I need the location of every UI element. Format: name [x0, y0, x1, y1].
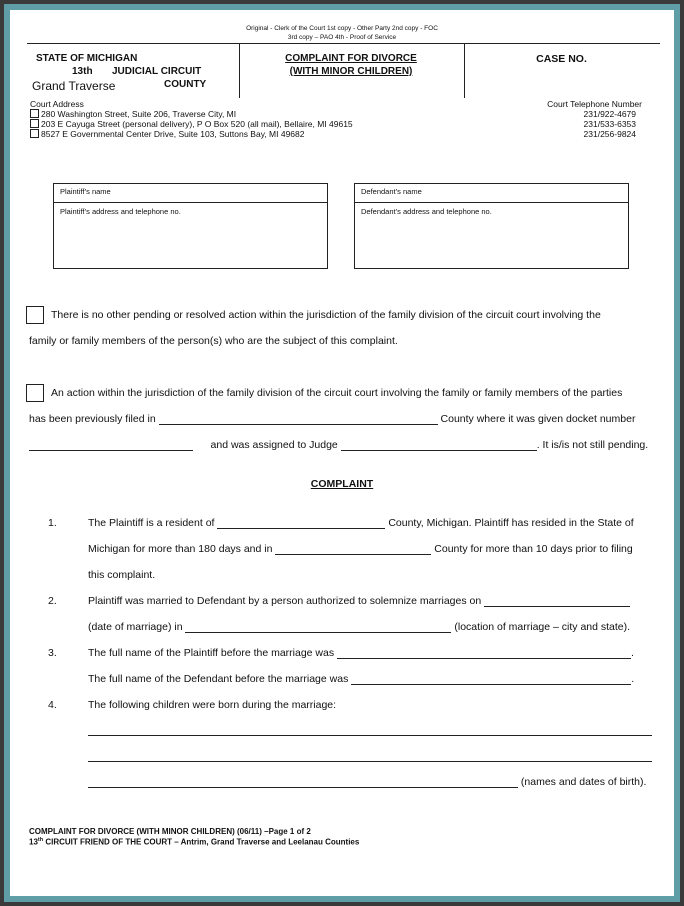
item-2-line-1 — [88, 595, 630, 607]
item-3-number: 3. — [48, 647, 57, 659]
circuit-label: JUDICIAL CIRCUIT — [112, 66, 202, 77]
state-label: STATE OF MICHIGAN — [36, 53, 138, 64]
county-label: COUNTY — [164, 79, 207, 90]
item-1-line-3: this complaint. — [88, 569, 156, 581]
plaintiff-name-label: Plaintiff’s name — [60, 187, 111, 196]
court-address-option-3[interactable] — [30, 129, 305, 139]
copies-line-2: 3rd copy – PAO 4th - Proof of Service — [287, 34, 397, 41]
item-3-line-2: The full name of the Defendant before the marriage was . — [88, 673, 635, 685]
children-line-1[interactable] — [88, 735, 652, 736]
item-1-number: 1. — [48, 517, 57, 529]
court-address-1: 280 Washington Street, Suite 206, Traverse City, MI — [41, 109, 237, 119]
item-3-line-1: The full name of the Plaintiff before the marriage was . — [88, 647, 634, 659]
court-phone-3: 231/256-9824 — [583, 129, 636, 139]
court-phone-label: Court Telephone Number — [547, 99, 642, 109]
footer-foc: 13th CIRCUIT FRIEND OF THE COURT – Antrim, Grand Traverse and Leelanau Counties — [29, 837, 360, 847]
plaintiff-address-label: Plaintiff’s address and telephone no. — [60, 207, 181, 216]
defendant-name-label: Defendant’s name — [361, 187, 422, 196]
resident-of-label: The Plaintiff is a resident of — [88, 517, 215, 529]
form-title-line-2: (WITH MINOR CHILDREN) — [289, 66, 413, 77]
defendant-box[interactable] — [354, 183, 629, 269]
marriage-location-field[interactable] — [185, 622, 451, 633]
case-box — [463, 43, 660, 98]
copies-line-1: Original - Clerk of the Court 1st copy - Other Party 2nd copy - FOC — [246, 25, 438, 32]
judge-label: and was assigned to Judge — [210, 439, 338, 451]
court-address-2: 203 E Cayuga Street (personal delivery), P O Box 520 (all mail), Bellaire, MI 49615 — [41, 119, 353, 129]
state-residence-label: County, Michigan. Plaintiff has resided in the State of — [388, 517, 634, 529]
address-checkbox-2[interactable] — [30, 119, 39, 128]
option1-text-line-1: There is no other pending or resolved action within the jurisdiction of the family division of the circuit court involving the — [51, 309, 601, 321]
address-checkbox-3[interactable] — [30, 129, 39, 138]
filed-county-field[interactable] — [159, 414, 438, 425]
children-line-2[interactable] — [88, 761, 652, 762]
marriage-date-field[interactable] — [484, 596, 630, 607]
court-address-3: 8527 E Governmental Center Drive, Suite 103, Suttons Bay, MI 49682 — [41, 129, 305, 139]
docket-label: County where it was given docket number — [440, 413, 636, 425]
county-10-days-field[interactable] — [275, 544, 431, 555]
option2-text-line-3 — [29, 439, 648, 451]
judge-field[interactable] — [341, 440, 537, 451]
days-180-label: Michigan for more than 180 days and in — [88, 543, 273, 555]
item-1-line-1 — [88, 517, 634, 529]
plaintiff-maiden-label: The full name of the Plaintiff before the marriage was — [88, 647, 335, 659]
county-name[interactable]: Grand Traverse — [32, 79, 116, 93]
filed-in-label: has been previously filed in — [29, 413, 156, 425]
docket-number-field[interactable] — [29, 440, 193, 451]
option2-text-line-1: An action within the jurisdiction of the family division of the circuit court involving the family or family members of the parties — [51, 387, 623, 399]
location-label: (location of marriage – city and state). — [454, 621, 631, 633]
footer-form-id: COMPLAINT FOR DIVORCE (WITH MINOR CHILDREN) (06/11) –Page 1 of 2 — [29, 827, 311, 836]
defendant-prior-name-field[interactable] — [351, 674, 631, 685]
names-dates-label: (names and dates of birth). — [520, 776, 647, 788]
item-1-line-2 — [88, 543, 633, 555]
court-address-option-2[interactable] — [30, 119, 353, 129]
resident-county-field[interactable] — [217, 518, 385, 529]
item-4-line-1: The following children were born during the marriage: — [88, 699, 337, 711]
form-title-line-1: COMPLAINT FOR DIVORCE — [285, 53, 417, 64]
days-10-label: County for more than 10 days prior to filing — [434, 543, 633, 555]
item-2-number: 2. — [48, 595, 57, 607]
address-checkbox-1[interactable] — [30, 109, 39, 118]
form-page — [10, 10, 674, 896]
previous-action-checkbox[interactable] — [26, 384, 44, 402]
court-phone-2: 231/533-6353 — [583, 119, 636, 129]
option1-text-line-2: family or family members of the person(s) who are the subject of this complaint. — [29, 335, 398, 347]
date-of-marriage-label: (date of marriage) in — [88, 621, 183, 633]
defendant-address-label: Defendant’s address and telephone no. — [361, 207, 492, 216]
court-address-option-1[interactable] — [30, 109, 236, 119]
plaintiff-prior-name-field[interactable] — [337, 648, 631, 659]
court-phone-1: 231/922-4679 — [583, 109, 636, 119]
children-line-3[interactable] — [88, 777, 518, 788]
item-2-line-2 — [88, 621, 630, 633]
married-label: Plaintiff was married to Defendant by a person authorized to solemnize marriages on — [88, 595, 482, 607]
item-4-number: 4. — [48, 699, 57, 711]
complaint-heading: COMPLAINT — [310, 478, 374, 490]
item-4-line-4 — [88, 776, 646, 788]
defendant-maiden-label: The full name of the Defendant before the marriage was — [88, 673, 349, 685]
court-address-label: Court Address — [30, 99, 84, 109]
circuit-number: 13th — [72, 66, 93, 77]
no-other-action-checkbox[interactable] — [26, 306, 44, 324]
case-no-label: CASE NO. — [536, 53, 587, 65]
option2-text-line-2 — [29, 413, 635, 425]
pending-label: . It is/is not still pending. — [536, 439, 649, 451]
plaintiff-box[interactable] — [53, 183, 328, 269]
